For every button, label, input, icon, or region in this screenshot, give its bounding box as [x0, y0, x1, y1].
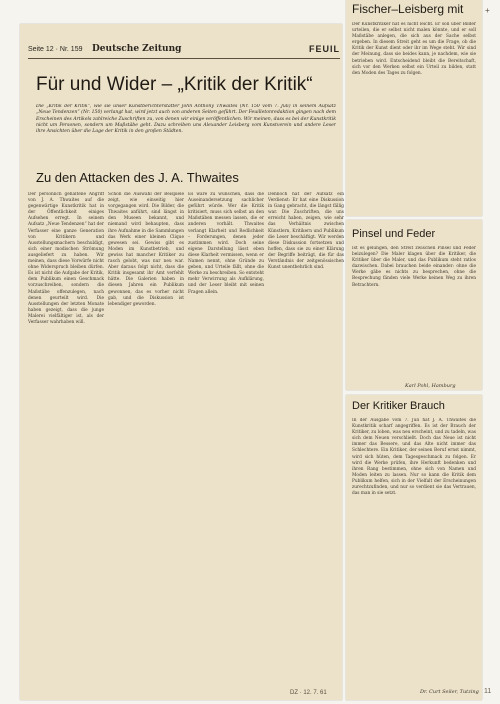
handwritten-archive-note: DZ · 12. 7. 61 [290, 690, 327, 696]
newspaper-name: Deutsche Zeitung [92, 44, 182, 54]
article-column-4 [268, 192, 344, 632]
column-text: Es wäre zu wünschen, dass die Auseinandersetzung sachlicher geführt würde. Wer die Kritik kritisiert, muss sich selbst an den Maßstäben messen lassen, die er anderen vorhält. Thwaites verlangt Klarheit und Redlichkeit – Forderungen, denen jeder zustimmen wird. Doch seine eigene Darstellung lässt eben diese Klarheit vermissen, wenn er Namen nennt, ohne Gründe zu geben, und Urteile fällt, ohne die Werke zu beschreiben. So entsteht mehr Verwirrung als Aufklärung, und der Leser bleibt mit seinen Fragen allein. [188, 192, 264, 295]
side-article-body [352, 22, 476, 212]
side-article-title: Fischer–Leisberg mit [352, 2, 464, 16]
section-name: FEUIL [309, 44, 340, 54]
article-lead: Die „Kritik der Kritik“, wie sie unser Kunstberichterstatter John Anthony Thwaites (Nr. 150 vom 7. Juli) in seinem Aufsatz „Neue Tendenzen“ (Nr. 150) verlangt hat, wird jetzt auch von anderen Seiten geführt. Der Feuilletonredaktion gingen nach dem Erscheinen des Artikels zahlreiche Zuschriften zu, von denen wir einige veröffentlichen. Wir meinen, dass es bei der Kunstkritik nicht um Personen, sondern um Maßstäbe geht. Dazu schreiben uns Alexander Leisberg vom Kunstverein und andere Leser ihre Ansichten über die Lage der Kritik in den großen Städten. [36, 104, 336, 135]
column-text: Ist es gelungen, den Streit zwischen Pinsel und Feder beizulegen? Die Maler klagen über die Kritiker, die Kritiker über die Maler, und das Publikum steht ratlos dazwischen. Dabei brauchen beide einander: ohne die Werke gäbe es nichts zu besprechen, ohne die Besprechung fänden viele Werke keinen Weg zu ihren Betrachtern. [352, 246, 476, 288]
side-article-title: Pinsel und Feder [352, 228, 436, 240]
article-subhead: Zu den Attacken des J. A. Thwaites [36, 170, 239, 185]
newspaper-header [28, 44, 340, 59]
column-text: Schon die Auswahl der Beispiele zeigt, wie einseitig hier vorgegangen wird. Die Bilder, die Thwaites anführt, sind längst in den Museen bekannt, und niemand wird behaupten, dass ihre Aufnahme in die Sammlungen das Werk einer kleinen Clique gewesen sei. Gewiss gibt es Moden im Kunstbetrieb, und gewiss hat mancher Kritiker zu rasch gelobt, was nur neu war. Aber daraus folgt nicht, dass die Kritik insgesamt ihr Amt verfehlt hätte. Die Galerien haben in diesen Jahren ein Publikum gewonnen, das es vorher nicht gab, und die Diskussion ist lebendiger geworden. [108, 192, 184, 307]
article-column-3 [188, 192, 264, 690]
side-article-title: Der Kritiker Brauch [352, 400, 445, 412]
article-column-1 [28, 192, 104, 690]
column-text: Der Kunstkritiker hat es nicht leicht. Er soll über Bilder urteilen, die er selbst nicht malen könnte, und er soll Maßstäbe anlegen, die sich aus der Sache selbst ergeben. In diesem Streit geht es um die Frage, ob die Kritik der Kunst dient oder ihr im Wege steht. Wir sind der Meinung, dass sie beides kann, je nachdem, wie sie betrieben wird. Entscheidend bleibt die Bereitschaft, sich vor den Werken selbst ein Urteil zu bilden, statt den Moden des Tages zu folgen. [352, 22, 476, 76]
column-text: In der Ausgabe vom 7. Juli hat J. A. Thwaites die Kunstkritik scharf angegriffen. Es ist der Brauch der Kritiker, zu loben, was neu erscheint, und zu tadeln, was sich dem Neuen verschließt. Doch das Neue ist nicht immer das Bessere, und das Alte nicht immer das Schlechtere. Ein Kritiker, der seinen Beruf ernst nimmt, wird sich hüten, dem Tagesgeschmack zu folgen. Er wird die Werke prüfen, ihre Herkunft bedenken und ihren Rang bestimmen, ohne sich von Namen und Moden leiten zu lassen. Nur so kann die Kritik dem Publikum helfen, sich in der Vielfalt der Erscheinungen zurechtzufinden, und nur so verdient sie das Vertrauen, das man in sie setzt. [352, 418, 476, 497]
column-text: Der persönlich gehaltene Angriff von J. A. Thwaites auf die gegenwärtige Kunstkritik hat in der Öffentlichkeit einiges Aufsehen erregt. In seinem Aufsatz „Neue Tendenzen“ hat der Verfasser eine ganze Generation von Kritikern und Ausstellungsmachern beschuldigt, sich einer modischen Strömung ausgeliefert zu haben. Wir meinen, dass diese Vorwürfe nicht ohne Widerspruch bleiben dürfen. Es ist nicht die Aufgabe der Kritik, dem Publikum einen Geschmack vorzuschreiben, sondern die Maßstäbe offenzulegen, nach denen geurteilt wird. Die Ausstellungen der letzten Monate haben gezeigt, dass die junge Malerei vielfältiger ist, als der Verfasser wahrhaben will. [28, 192, 104, 325]
side-article-body [352, 418, 476, 686]
corner-number: 11 [484, 688, 492, 695]
corner-mark: + [485, 6, 490, 15]
article-column-2 [108, 192, 184, 690]
column-text: Dennoch hat der Aufsatz ein Verdienst: Er hat eine Diskussion in Gang gebracht, die längst fällig war. Die Zuschriften, die uns erreicht haben, zeigen, wie sehr das Verhältnis zwischen Künstlern, Kritikern und Publikum die Leser beschäftigt. Wir werden diese Diskussion fortsetzen und hoffen, dass sie zu einer Klärung der Begriffe beiträgt, die für das Verständnis der zeitgenössischen Kunst unentbehrlich sind. [268, 192, 344, 271]
side-article-body [352, 246, 476, 384]
page-number: Seite 12 · Nr. 159 [28, 46, 83, 53]
side-article-signature: Karl Pohl, Hamburg [405, 383, 456, 389]
side-article-signature: Dr. Curt Seiler, Tutzing [420, 689, 479, 695]
article-headline: Für und Wider – „Kritik der Kritik“ [36, 74, 313, 95]
